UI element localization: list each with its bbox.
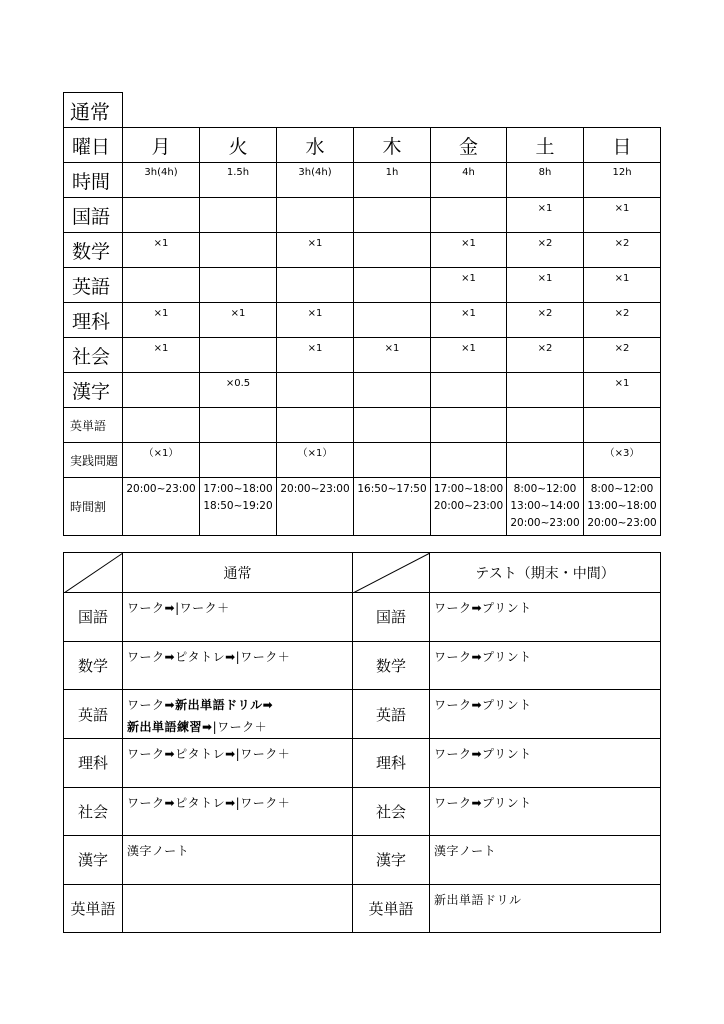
subject-label: 英単語 [64,408,123,443]
methods-header-row [64,553,661,593]
arrow-icon: ➡ [225,649,236,664]
session-count-cell: ×1 [123,233,200,268]
test-method-cell: ワーク➡プリント [430,593,661,642]
method-step: ワーク [127,649,165,664]
timetable-row [64,478,661,536]
schedule-body [64,93,661,536]
hours-cell: 1h [354,163,431,198]
subject-label: 数学 [64,233,123,268]
hours-row [64,163,661,198]
arrow-icon: ➡ [164,698,176,712]
method-row [64,739,661,788]
subject-row [64,443,661,478]
session-count-cell [200,338,277,373]
session-count-cell [123,198,200,233]
arrow-icon: ➡ [225,747,236,761]
methods-body [64,553,661,933]
method-row [64,641,661,690]
method-subject-label: 数学 [353,641,430,690]
session-count-cell [277,373,354,408]
session-count-cell: （×1） [277,443,354,478]
session-count-cell: ×1 [431,303,507,338]
session-count-cell: ×2 [584,303,661,338]
subject-row [64,408,661,443]
session-count-cell: ×1 [200,303,277,338]
time-slot: 20:00~23:00 [510,517,580,529]
day-header: 月 [123,128,200,163]
session-count-cell: ×2 [584,233,661,268]
normal-method-cell [123,836,353,885]
session-count-cell: ×2 [507,338,584,373]
method-subject-label: 社会 [353,787,430,836]
method-step: 漢字ノート [127,844,190,858]
hours-cell: 12h [584,163,661,198]
normal-method-cell [123,641,353,690]
session-count-cell [200,233,277,268]
method-subject-label: 社会 [64,787,123,836]
schedule-title: 通常 [64,93,123,128]
time-slot: 8:00~12:00 [513,483,577,495]
session-count-cell: （×1） [123,443,200,478]
method-subject-label: 数学 [64,641,123,690]
session-count-cell [123,268,200,303]
time-slot: 13:00~18:00 [587,500,657,512]
session-count-cell: ×1 [507,268,584,303]
day-header-label: 曜日 [64,128,123,163]
method-step: ワーク [127,601,165,615]
session-count-cell: ×1 [354,338,431,373]
subject-label: 社会 [64,338,123,373]
title-row [64,93,661,128]
method-step: ワーク [127,747,165,761]
method-subject-label: 英単語 [64,884,123,932]
session-count-cell [354,373,431,408]
session-count-cell [200,408,277,443]
session-count-cell [354,268,431,303]
timetable-cell [431,478,507,536]
day-header: 水 [277,128,354,163]
arrow-icon: ➡ [164,601,176,615]
normal-method-cell [123,884,353,932]
method-subject-label: 英語 [64,690,123,739]
timetable-cell [123,478,200,536]
arrow-icon: ➡ [164,649,176,664]
time-slot: 20:00~23:00 [433,500,504,512]
method-subject-label: 理科 [353,739,430,788]
session-count-cell: ×1 [277,303,354,338]
time-slot: 8:00~12:00 [590,483,654,495]
method-step: ピタトレ [175,795,226,810]
subject-row [64,198,661,233]
time-slot: 16:50~17:50 [357,483,427,495]
method-step: |ワーク＋ [175,601,230,615]
day-header: 火 [200,128,277,163]
normal-method-cell [123,593,353,642]
session-count-cell [200,268,277,303]
time-slot: 17:00~18:00 [433,483,504,495]
session-count-cell: ×1 [123,303,200,338]
title-row-blank [123,93,661,128]
time-slot: 20:00~23:00 [126,483,196,495]
day-header: 日 [584,128,661,163]
test-method-cell: 漢字ノート [430,836,661,885]
session-count-cell [431,443,507,478]
session-count-cell [354,233,431,268]
session-count-cell: ×2 [507,233,584,268]
subject-row [64,373,661,408]
session-count-cell: ×1 [584,268,661,303]
test-method-cell: ワーク➡プリント [430,787,661,836]
normal-method-cell [123,690,353,739]
arrow-icon: ➡ [164,747,176,761]
hours-cell: 4h [431,163,507,198]
method-step: |ワーク＋ [235,649,291,664]
session-count-cell [431,198,507,233]
hours-cell: 3h(4h) [123,163,200,198]
method-subject-label: 漢字 [64,836,123,885]
test-method-cell: ワーク➡プリント [430,690,661,739]
test-header: テスト（期末・中間） [430,553,661,593]
timetable-label: 時間割 [64,478,123,536]
time-slot: 20:00~23:00 [587,517,657,529]
session-count-cell: ×0.5 [200,373,277,408]
session-count-cell [277,408,354,443]
session-count-cell [277,198,354,233]
timetable-cell [584,478,661,536]
method-row [64,836,661,885]
session-count-cell [200,443,277,478]
session-count-cell [507,373,584,408]
weekly-schedule-table [63,92,661,536]
arrow-icon: ➡ [225,795,236,810]
timetable-cell [277,478,354,536]
session-count-cell [354,303,431,338]
method-step: |ワーク＋ [235,795,291,810]
method-step: ピタトレ [175,747,226,761]
subject-row [64,303,661,338]
subject-label: 英語 [64,268,123,303]
session-count-cell [431,408,507,443]
session-count-cell [507,443,584,478]
session-count-cell [123,408,200,443]
test-method-cell: 新出単語ドリル [430,884,661,932]
subject-row [64,233,661,268]
timetable-cell [507,478,584,536]
session-count-cell [507,408,584,443]
session-count-cell: ×1 [277,233,354,268]
time-slot: 18:50~19:20 [203,500,273,512]
study-methods-table [63,552,661,933]
method-step: ワーク [127,698,165,712]
session-count-cell: （×3） [584,443,661,478]
hours-cell: 1.5h [200,163,277,198]
timetable-cell [354,478,431,536]
session-count-cell: ×2 [507,303,584,338]
day-header-row [64,128,661,163]
normal-method-cell [123,739,353,788]
method-row [64,884,661,932]
method-row [64,690,661,739]
timetable-cell [200,478,277,536]
method-subject-label: 漢字 [353,836,430,885]
method-step: ピタトレ [175,649,226,664]
method-step: 新出単語ドリル➡ [175,698,274,712]
subject-label: 漢字 [64,373,123,408]
day-header: 木 [354,128,431,163]
method-step: |ワーク＋ [235,747,291,761]
session-count-cell: ×1 [584,198,661,233]
method-subject-label: 理科 [64,739,123,788]
diagonal-corner-cell [353,553,430,593]
method-step: 新出単語練習➡ [127,720,213,734]
session-count-cell: ×2 [584,338,661,373]
hours-label: 時間 [64,163,123,198]
subject-label: 実践問題 [64,443,123,478]
method-subject-label: 英単語 [353,884,430,932]
method-row [64,593,661,642]
normal-header: 通常 [123,553,353,593]
session-count-cell: ×1 [584,373,661,408]
method-subject-label: 英語 [353,690,430,739]
time-slot: 20:00~23:00 [280,483,350,495]
subject-row [64,338,661,373]
method-step: |ワーク＋ [212,720,268,734]
session-count-cell [431,373,507,408]
day-header: 金 [431,128,507,163]
session-count-cell: ×1 [431,233,507,268]
method-step: ワーク [127,795,165,810]
diagonal-corner-cell [64,553,123,593]
session-count-cell: ×1 [123,338,200,373]
session-count-cell [277,268,354,303]
session-count-cell [123,373,200,408]
test-method-cell: ワーク➡プリント [430,739,661,788]
method-subject-label: 国語 [353,593,430,642]
time-slot: 13:00~14:00 [510,500,580,512]
arrow-icon: ➡ [164,795,176,810]
method-subject-label: 国語 [64,593,123,642]
session-count-cell [354,198,431,233]
session-count-cell [200,198,277,233]
subject-label: 理科 [64,303,123,338]
diagonal-line [353,553,430,593]
session-count-cell: ×1 [507,198,584,233]
session-count-cell [584,408,661,443]
subject-row [64,268,661,303]
session-count-cell: ×1 [431,268,507,303]
hours-cell: 8h [507,163,584,198]
session-count-cell: ×1 [431,338,507,373]
session-count-cell: ×1 [277,338,354,373]
test-method-cell: ワーク➡プリント [430,641,661,690]
hours-cell: 3h(4h) [277,163,354,198]
method-row [64,787,661,836]
session-count-cell [354,408,431,443]
diagonal-line [64,553,123,593]
time-slot: 17:00~18:00 [203,483,273,495]
session-count-cell [354,443,431,478]
subject-label: 国語 [64,198,123,233]
normal-method-cell [123,787,353,836]
day-header: 土 [507,128,584,163]
